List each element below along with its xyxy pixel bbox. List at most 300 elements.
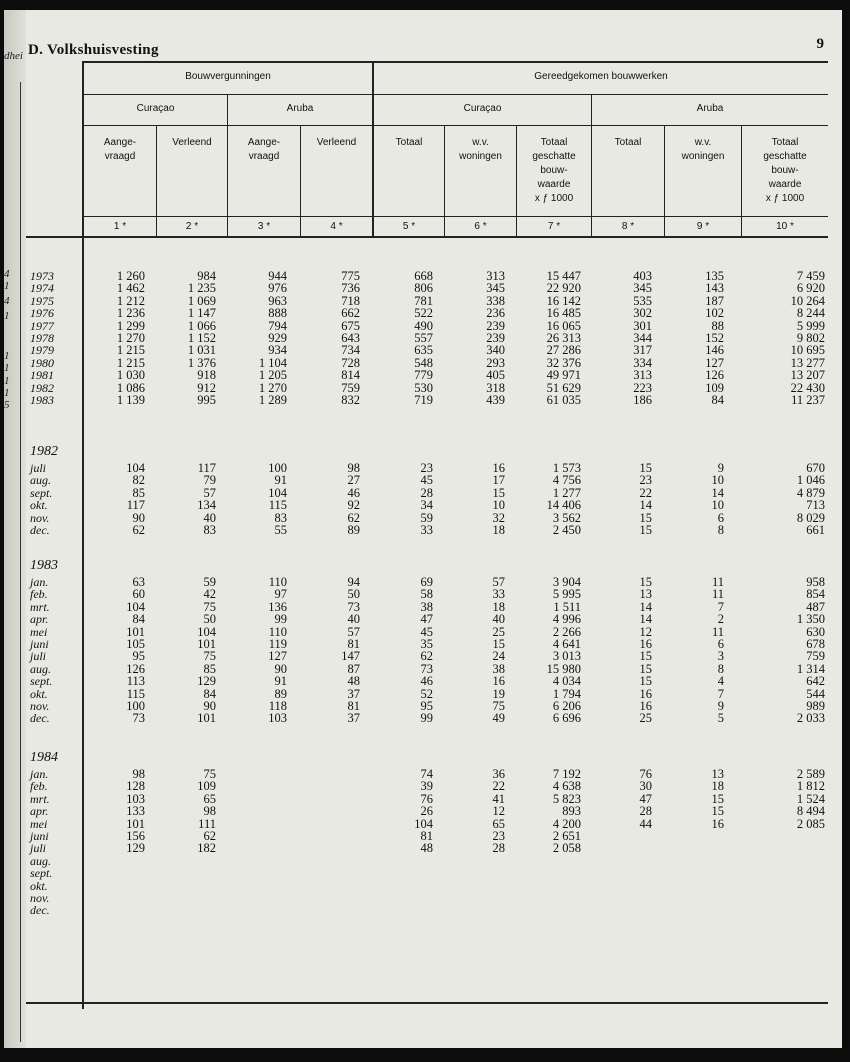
cell-col1: 1 299 [116, 318, 145, 333]
cell-col7: 4 641 [552, 637, 581, 651]
cell-col9: 5 [717, 711, 724, 726]
row-label: okt. [30, 498, 48, 513]
cell-col6: 24 [492, 649, 505, 664]
bottom-rule [26, 1002, 828, 1004]
row-label: juli [30, 841, 47, 856]
cell-col2: 98 [203, 804, 216, 819]
cell-col5: 779 [414, 368, 433, 383]
cell-col9: 11 [711, 624, 724, 639]
table-row [4, 892, 842, 905]
cell-col5: 33 [420, 523, 433, 537]
header-col6: w.v. woningen [459, 137, 502, 162]
cell-col10: 989 [806, 699, 825, 713]
cell-col7: 2 450 [552, 523, 581, 537]
cell-col1: 101 [126, 624, 145, 639]
cell-col6: 12 [492, 804, 505, 819]
cell-col4: 643 [341, 331, 360, 345]
cell-col1: 1 462 [116, 281, 145, 296]
header-col1: Aange- vraagd [103, 137, 137, 162]
row-label: juni [30, 637, 49, 651]
cell-col8: 16 [639, 637, 652, 651]
cell-col1: 1 260 [116, 269, 145, 283]
cell-col7: 4 638 [552, 779, 581, 794]
cell-col1: 1 215 [116, 343, 145, 358]
cell-col3: 91 [274, 473, 287, 488]
cell-col6: 338 [486, 293, 505, 308]
row-label: okt. [30, 686, 48, 701]
cell-col4: 675 [341, 318, 360, 333]
header-col3: Aange- vraagd [247, 137, 281, 162]
cell-col3: 55 [274, 523, 287, 537]
cell-col6: 17 [492, 473, 505, 488]
cell-col8: 535 [633, 293, 652, 308]
cell-col6: 340 [486, 343, 505, 358]
cell-col8: 15 [639, 674, 652, 689]
cell-col6: 32 [492, 510, 505, 525]
cell-col5: 28 [420, 485, 433, 500]
table-row [4, 524, 842, 537]
cell-col7: 1 511 [553, 599, 581, 614]
cell-col5: 26 [420, 804, 433, 819]
cell-col6: 18 [492, 523, 505, 537]
cell-col4: 92 [347, 498, 360, 513]
cell-col1: 1 236 [116, 306, 145, 321]
row-label: jan. [30, 767, 49, 781]
cell-col10: 22 430 [790, 380, 825, 395]
cell-col8: 317 [633, 343, 652, 358]
cell-col10: 1 314 [796, 661, 825, 676]
cell-col8: 334 [633, 355, 652, 370]
cell-col10: 13 207 [790, 368, 825, 383]
cell-col9: 135 [705, 269, 724, 283]
cell-col7: 26 313 [546, 331, 581, 345]
cell-col9: 9 [717, 699, 724, 713]
cell-col7: 15 447 [546, 269, 581, 283]
cell-col1: 60 [132, 587, 145, 602]
cell-col6: 239 [486, 318, 505, 333]
cell-col2: 129 [197, 674, 216, 689]
cell-col7: 22 920 [546, 281, 581, 296]
cell-col2: 83 [203, 523, 216, 537]
cell-col8: 301 [633, 318, 652, 333]
cell-col7: 4 034 [552, 674, 581, 689]
cell-col7: 16 142 [546, 293, 581, 308]
cell-col1: 1 215 [116, 355, 145, 370]
row-label: 1973 [30, 269, 54, 283]
cell-col6: 239 [486, 331, 505, 345]
cell-col10: 8 494 [796, 804, 825, 819]
cell-col3: 1 270 [258, 380, 287, 395]
cell-col8: 186 [633, 393, 652, 407]
cell-col7: 3 013 [552, 649, 581, 664]
cell-col1: 63 [132, 575, 145, 589]
row-label: dec. [30, 523, 50, 537]
cell-col6: 36 [492, 767, 505, 781]
column-number-3: 3 * [257, 221, 271, 232]
cell-col10: 759 [806, 649, 825, 664]
cell-col1: 128 [126, 779, 145, 794]
cell-col5: 81 [420, 829, 433, 843]
cell-col4: 662 [341, 306, 360, 321]
row-label: apr. [30, 612, 49, 627]
cell-col8: 16 [639, 699, 652, 713]
table-row [4, 867, 842, 880]
cell-col5: 99 [420, 711, 433, 726]
row-label: sept. [30, 485, 53, 500]
cell-col2: 101 [197, 711, 216, 726]
cell-col4: 94 [347, 575, 360, 589]
cell-col4: 50 [347, 587, 360, 602]
margin-fragment: 1 [4, 350, 10, 362]
header-curacao-gereed: Curaçao [463, 103, 502, 114]
cell-col7: 3 562 [552, 510, 581, 525]
cell-col5: 806 [414, 281, 433, 296]
page-number: 9 [816, 36, 824, 52]
cell-col3: 1 104 [258, 355, 287, 370]
cell-col3: 83 [274, 510, 287, 525]
cell-col8: 223 [633, 380, 652, 395]
cell-col7: 27 286 [546, 343, 581, 358]
cell-col10: 678 [806, 637, 825, 651]
hline-numbers [84, 216, 828, 217]
cell-col6: 16 [492, 461, 505, 475]
cell-col8: 15 [639, 510, 652, 525]
cell-col3: 118 [268, 699, 287, 713]
cell-col5: 45 [420, 624, 433, 639]
cell-col2: 1 147 [187, 306, 216, 321]
column-number-2: 2 * [185, 221, 199, 232]
row-label: juli [30, 461, 47, 475]
cell-col3: 976 [268, 281, 287, 296]
cell-col1: 126 [126, 661, 145, 676]
cell-col5: 635 [414, 343, 433, 358]
cell-col5: 104 [414, 816, 433, 831]
margin-fragment: 1 [4, 375, 10, 387]
cell-col9: 15 [711, 791, 724, 806]
cell-col7: 5 995 [552, 587, 581, 602]
cell-col3: 1 205 [258, 368, 287, 383]
cell-col7: 16 065 [546, 318, 581, 333]
cell-col5: 69 [420, 575, 433, 589]
cell-col8: 28 [639, 804, 652, 819]
cell-col1: 115 [126, 686, 145, 701]
cell-col7: 4 996 [552, 612, 581, 627]
row-label: juli [30, 649, 47, 664]
cell-col7: 4 200 [552, 816, 581, 831]
cell-col6: 16 [492, 674, 505, 689]
cell-col9: 6 [717, 510, 724, 525]
cell-col2: 40 [203, 510, 216, 525]
header-curacao-vergunningen: Curaçao [136, 103, 175, 114]
cell-col3: 97 [274, 587, 287, 602]
column-number-10: 10 * [776, 221, 794, 232]
row-label: nov. [30, 510, 50, 525]
cell-col8: 15 [639, 661, 652, 676]
cell-col9: 7 [717, 686, 724, 701]
hline-group [84, 94, 828, 95]
cell-col10: 2 085 [796, 816, 825, 831]
cell-col2: 104 [197, 624, 216, 639]
row-label: 1977 [30, 318, 54, 333]
cell-col8: 14 [639, 612, 652, 627]
cell-col8: 12 [639, 624, 652, 639]
cell-col3: 944 [268, 269, 287, 283]
cell-col10: 8 029 [796, 510, 825, 525]
row-label: 1981 [30, 368, 54, 383]
cell-col8: 76 [639, 767, 652, 781]
cell-col5: 39 [420, 779, 433, 794]
cell-col3: 100 [268, 461, 287, 475]
cell-col10: 544 [806, 686, 825, 701]
table-row [4, 712, 842, 725]
header-aruba-vergunningen: Aruba [286, 103, 314, 114]
cell-col8: 345 [633, 281, 652, 296]
row-label: nov. [30, 891, 50, 905]
cell-col6: 313 [486, 269, 505, 283]
cell-col6: 18 [492, 599, 505, 614]
cell-col1: 105 [126, 637, 145, 651]
cell-col10: 661 [806, 523, 825, 537]
cell-col1: 1 030 [116, 368, 145, 383]
cell-col3: 929 [268, 331, 287, 345]
row-label: 1975 [30, 293, 54, 308]
cell-col2: 117 [197, 461, 216, 475]
cell-col2: 1 376 [187, 355, 216, 370]
cell-col2: 65 [203, 791, 216, 806]
margin-fragment: 4 [4, 295, 10, 307]
row-label: 1978 [30, 331, 54, 345]
cell-col5: 23 [420, 461, 433, 475]
cell-col5: 52 [420, 686, 433, 701]
column-number-6: 6 * [474, 221, 487, 232]
table-row [4, 855, 842, 868]
cell-col10: 13 277 [790, 355, 825, 370]
row-label: sept. [30, 674, 53, 689]
cell-col6: 439 [486, 393, 505, 407]
cell-col8: 15 [639, 523, 652, 537]
cell-col2: 75 [203, 767, 216, 781]
cell-col9: 143 [705, 281, 724, 296]
header-col5: Totaal [395, 137, 423, 148]
cell-col5: 73 [420, 661, 433, 676]
column-number-1: 1 * [113, 221, 127, 232]
cell-col4: 98 [347, 461, 360, 475]
margin-fragment: 1 [4, 310, 10, 322]
cell-col10: 4 879 [796, 485, 825, 500]
cell-col6: 65 [492, 816, 505, 831]
cell-col1: 1 139 [116, 393, 145, 407]
cell-col9: 88 [711, 318, 724, 333]
cell-col7: 2 058 [552, 841, 581, 856]
cell-col10: 2 033 [796, 711, 825, 726]
section-title: D. Volkshuisvesting [28, 42, 159, 58]
cell-col7: 5 823 [552, 791, 581, 806]
cell-col5: 548 [414, 355, 433, 370]
cell-col1: 73 [132, 711, 145, 726]
cell-col6: 41 [492, 791, 505, 806]
cell-col2: 62 [203, 829, 216, 843]
cell-col6: 28 [492, 841, 505, 856]
row-label: 1980 [30, 355, 54, 370]
cell-col9: 4 [717, 674, 724, 689]
cell-col8: 30 [639, 779, 652, 794]
cell-col2: 75 [203, 599, 216, 614]
cell-col7: 49 971 [546, 368, 581, 383]
cell-col4: 736 [341, 281, 360, 296]
cell-col4: 775 [341, 269, 360, 283]
cell-col2: 84 [203, 686, 216, 701]
top-rule [82, 61, 828, 63]
cell-col6: 15 [492, 485, 505, 500]
header-col10: Totaal geschatte bouw- waarde x ƒ 1000 [763, 137, 807, 204]
cell-col5: 490 [414, 318, 433, 333]
cell-col7: 2 651 [552, 829, 581, 843]
cell-col7: 2 266 [552, 624, 581, 639]
cell-col10: 2 589 [796, 767, 825, 781]
cell-col10: 1 812 [796, 779, 825, 794]
column-number-5: 5 * [402, 221, 416, 232]
cell-col6: 49 [492, 711, 505, 726]
cell-col10: 10 264 [790, 293, 825, 308]
cell-col2: 90 [203, 699, 216, 713]
cell-col3: 136 [268, 599, 287, 614]
document-page [4, 10, 842, 1048]
cell-col9: 16 [711, 816, 724, 831]
cell-col9: 3 [717, 649, 724, 664]
cell-col10: 6 920 [796, 281, 825, 296]
cell-col1: 98 [132, 767, 145, 781]
row-label: juni [30, 829, 49, 843]
group-year-heading: 1984 [30, 750, 58, 765]
cell-col4: 57 [347, 624, 360, 639]
row-label: 1983 [30, 393, 54, 407]
cell-col5: 668 [414, 269, 433, 283]
cell-col3: 1 289 [258, 393, 287, 407]
cell-col1: 90 [132, 510, 145, 525]
cell-col1: 85 [132, 485, 145, 500]
row-label: sept. [30, 866, 53, 881]
cell-col6: 33 [492, 587, 505, 602]
cell-col5: 74 [420, 767, 433, 781]
cell-col2: 1 031 [187, 343, 216, 358]
cell-col7: 7 192 [552, 767, 581, 781]
cell-col7: 3 904 [552, 575, 581, 589]
cell-col6: 15 [492, 637, 505, 651]
cell-col2: 57 [203, 485, 216, 500]
row-label: aug. [30, 661, 51, 676]
cell-col8: 47 [639, 791, 652, 806]
cell-col9: 84 [711, 393, 724, 407]
cell-col9: 14 [711, 485, 724, 500]
row-label: 1979 [30, 343, 54, 358]
row-label: feb. [30, 587, 48, 602]
cell-col2: 50 [203, 612, 216, 627]
cell-col10: 1 046 [796, 473, 825, 488]
margin-fragment: dhei [4, 50, 23, 62]
cell-col7: 15 980 [546, 661, 581, 676]
cell-col8: 14 [639, 599, 652, 614]
cell-col9: 9 [717, 461, 724, 475]
cell-col2: 42 [203, 587, 216, 602]
column-number-7: 7 * [547, 221, 561, 232]
cell-col10: 5 999 [796, 318, 825, 333]
cell-col1: 95 [132, 649, 145, 664]
row-label: dec. [30, 903, 50, 918]
cell-col2: 1 235 [187, 281, 216, 296]
cell-col4: 27 [347, 473, 360, 488]
cell-col10: 10 695 [790, 343, 825, 358]
column-number-8: 8 * [621, 221, 635, 232]
cell-col1: 113 [126, 674, 145, 689]
cell-col9: 109 [705, 380, 724, 395]
cell-col3: 90 [274, 661, 287, 676]
cell-col4: 37 [347, 686, 360, 701]
cell-col10: 854 [806, 587, 825, 602]
cell-col2: 1 069 [187, 293, 216, 308]
cell-col9: 146 [705, 343, 724, 358]
row-label: okt. [30, 878, 48, 893]
cell-col9: 102 [705, 306, 724, 321]
row-label: mei [30, 816, 48, 831]
cell-col3: 127 [268, 649, 287, 664]
cell-col3: 794 [268, 318, 287, 333]
header-col4: Verleend [316, 137, 357, 148]
cell-col4: 73 [347, 599, 360, 614]
cell-col4: 814 [341, 368, 360, 383]
cell-col4: 81 [347, 699, 360, 713]
cell-col4: 46 [347, 485, 360, 500]
cell-col7: 14 406 [546, 498, 581, 513]
cell-col1: 104 [126, 599, 145, 614]
row-label: 1974 [30, 281, 54, 296]
cell-col6: 57 [492, 575, 505, 589]
margin-fragment: 5 [4, 399, 10, 411]
cell-col7: 1 794 [552, 686, 581, 701]
cell-col8: 302 [633, 306, 652, 321]
cell-col1: 129 [126, 841, 145, 856]
cell-col5: 38 [420, 599, 433, 614]
cell-col1: 103 [126, 791, 145, 806]
cell-col3: 963 [268, 293, 287, 308]
header-col2: Verleend [172, 137, 212, 148]
row-label: 1982 [30, 380, 54, 395]
cell-col2: 1 152 [187, 331, 216, 345]
cell-col10: 8 244 [796, 306, 825, 321]
cell-col4: 40 [347, 612, 360, 627]
column-number-4: 4 * [330, 221, 343, 232]
cell-col5: 719 [414, 393, 433, 407]
cell-col5: 35 [420, 637, 433, 651]
cell-col5: 530 [414, 380, 433, 395]
cell-col8: 23 [639, 473, 652, 488]
cell-col4: 81 [347, 637, 360, 651]
cell-col9: 11 [711, 587, 724, 602]
row-label: nov. [30, 699, 50, 713]
table-row [4, 904, 842, 917]
row-label: mrt. [30, 599, 50, 614]
header-col9: w.v. woningen [681, 137, 725, 162]
cell-col7: 1 277 [552, 485, 581, 500]
cell-col5: 62 [420, 649, 433, 664]
margin-fragment: 1 [4, 362, 10, 374]
margin-fragment: 1 [4, 280, 10, 292]
header-bouwvergunningen: Bouwvergunningen [185, 71, 271, 82]
cell-col4: 728 [341, 355, 360, 370]
row-label: aug. [30, 853, 51, 868]
cell-col10: 1 524 [796, 791, 825, 806]
cell-col3: 934 [268, 343, 287, 358]
cell-col5: 48 [420, 841, 433, 856]
